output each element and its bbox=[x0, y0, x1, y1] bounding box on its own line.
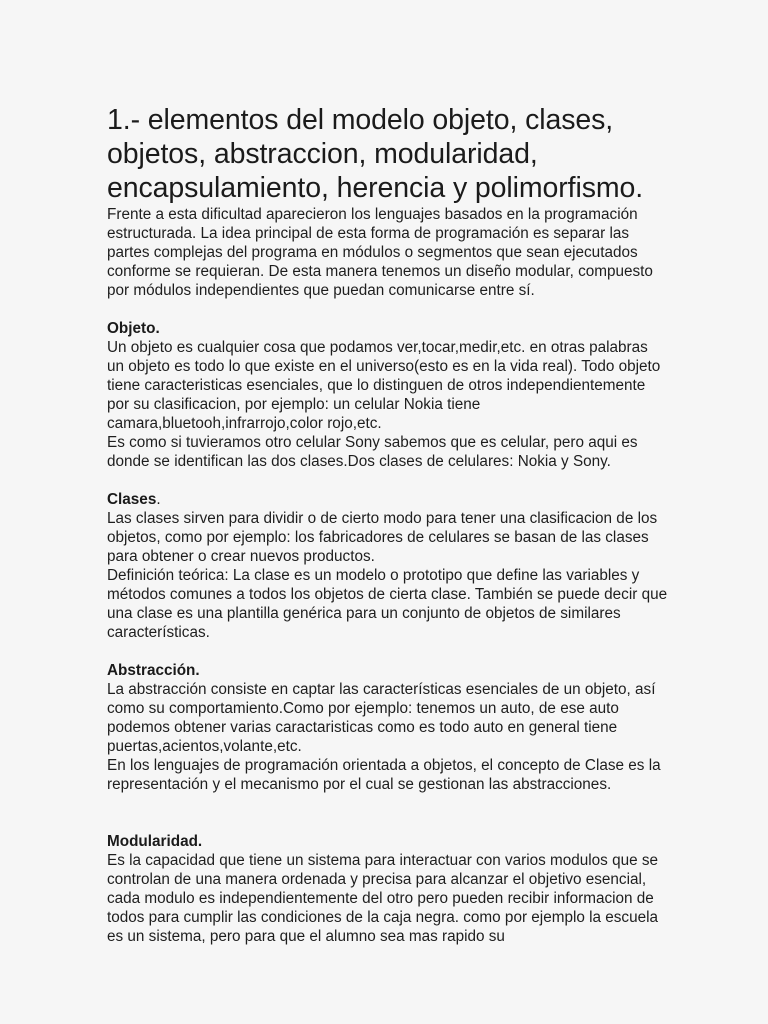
section-heading-abstraccion bbox=[107, 661, 668, 680]
objeto-paragraph-2: Es como si tuvieramos otro celular Sony sabemos que es celular, pero aqui es donde se identifican las dos clases.Dos clases de celulares: Nokia y Sony. bbox=[107, 434, 638, 470]
section-heading-text: Abstracción. bbox=[107, 662, 200, 679]
intro-paragraph: Frente a esta dificultad aparecieron los lenguajes basados en la programación estructurada. La idea principal de esta forma de programación es separar las partes complejas del programa en módulos o segmentos que sean ejecutados conforme se requieran. De esta manera tenemos un diseño modular, compuesto por módulos independientes que puedan comunicarse entre sí. bbox=[107, 206, 653, 299]
section-heading-modularidad bbox=[107, 832, 668, 851]
clases-paragraph-1: Las clases sirven para dividir o de cierto modo para tener una clasificacion de los objetos, como por ejemplo: los fabricadores de celulares se basan de las clases para obtener o crear nuevos productos. bbox=[107, 510, 658, 565]
abstraccion-paragraph-2: En los lenguajes de programación orientada a objetos, el concepto de Clase es la representación y el mecanismo por el cual se gestionan las abstracciones. bbox=[107, 757, 661, 793]
spacer bbox=[107, 471, 668, 490]
spacer bbox=[107, 642, 668, 661]
abstraccion-paragraph-1: La abstracción consiste en captar las características esenciales de un objeto, así como su comportamiento.Como por ejemplo: tenemos un auto, de ese auto podemos obtener varias caractaristicas como es todo auto en general tiene puertas,acientos,volante,etc. bbox=[107, 681, 656, 755]
section-heading-text: Modularidad. bbox=[107, 833, 203, 850]
modularidad-paragraph-1: Es la capacidad que tiene un sistema para interactuar con varios modulos que se controlan de una manera ordenada y precisa para alcanzar el objetivo esencial, cada modulo es independientemente del otro pero pueden recibir informacion de todos para cumplir las condiciones de la caja negra. como por ejemplo la escuela es un sistema, pero para que el alumno sea mas rapido su bbox=[107, 852, 659, 945]
spacer bbox=[107, 300, 668, 319]
section-heading-text: Objeto. bbox=[107, 320, 160, 337]
clases-paragraph-2: Definición teórica: La clase es un modelo o prototipo que define las variables y métodos comunes a todos los objetos de cierta clase. También se puede decir que una clase es una plantilla genérica para un conjunto de objetos de similares características. bbox=[107, 567, 668, 641]
section-heading-clases bbox=[107, 490, 668, 509]
section-heading-suffix: . bbox=[156, 491, 161, 508]
section-heading-objeto bbox=[107, 319, 668, 338]
section-heading-text: Clases bbox=[107, 491, 157, 508]
objeto-paragraph-1: Un objeto es cualquier cosa que podamos ver,tocar,medir,etc. en otras palabras un objeto es todo lo que existe en el universo(esto es en la vida real). Todo objeto tiene caracteristicas esenciales, que lo distinguen de otros independientemente por su clasificacion, por ejemplo: un celular Nokia tiene camara,bluetooh,infrarrojo,color rojo,etc. bbox=[107, 339, 661, 432]
document-title: 1.- elementos del modelo objeto, clases, objetos, abstraccion, modularidad, encapsulamiento, herencia y polimorfismo. bbox=[107, 104, 644, 204]
spacer bbox=[107, 794, 668, 832]
